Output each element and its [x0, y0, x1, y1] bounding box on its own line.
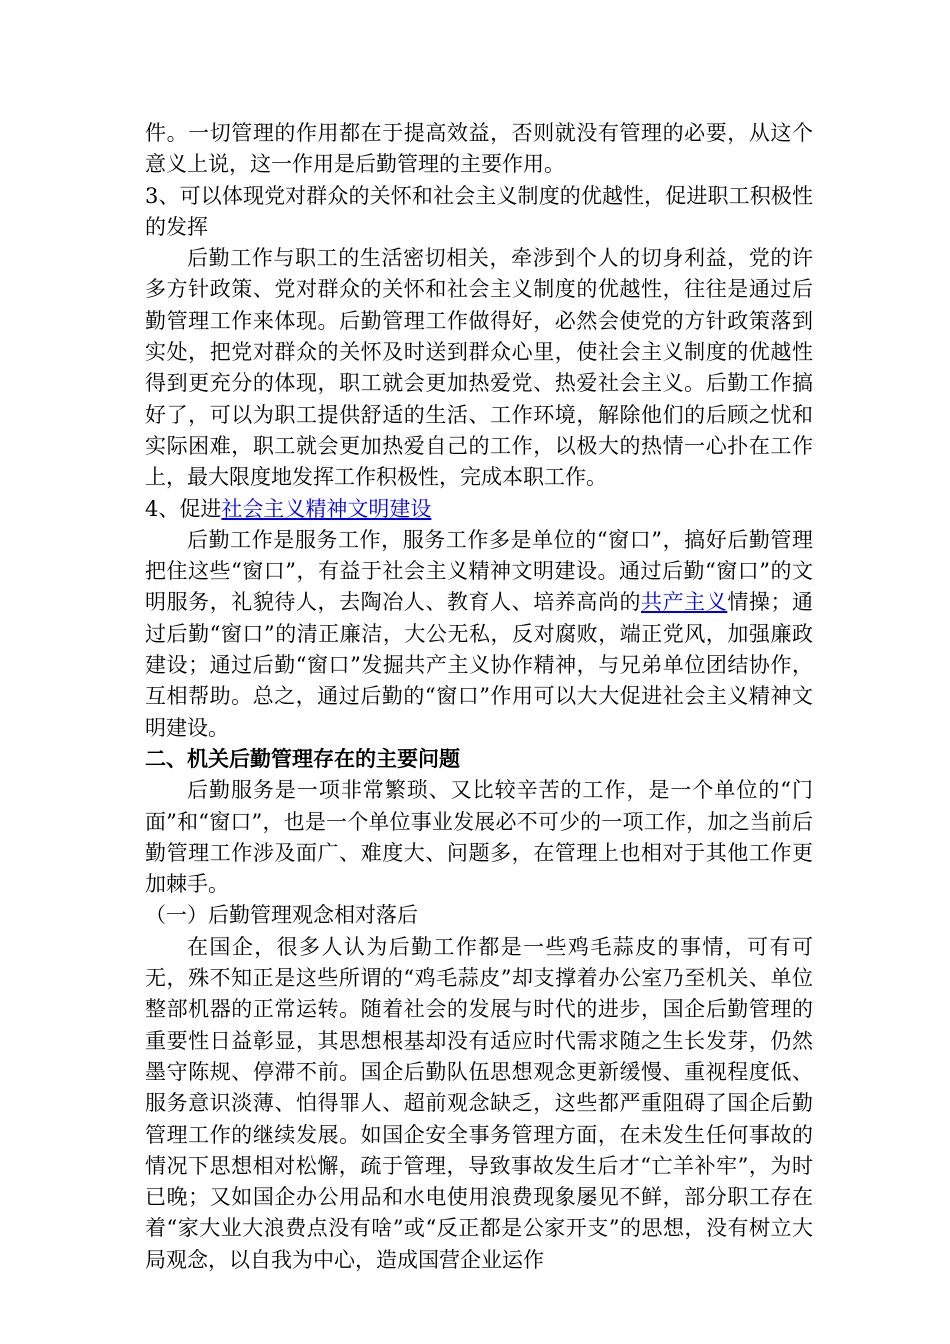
point-4-heading [145, 494, 813, 525]
paragraph-subsection-1: 在国企，很多人认为后勤工作都是一些鸡毛蒜皮的事情，可有可无，殊不知正是这些所谓的“鸡毛蒜皮”却支撑着办公室乃至机关、单位整部机器的正常运转。随着社会的发展与时代的进步，国企后勤管理的重要性日益彰显，其思想根基却没有适应时代需求随之生长发芽，仍然墨守陈规、停滞不前。国企后勤队伍思想观念更新缓慢、重视程度低、服务意识淡薄、怕得罪人、超前观念缺乏，这些都严重阻碍了国企后勤管理工作的继续发展。如国企安全事务管理方面，在未发生任何事故的情况下思想相对松懈，疏于管理，导致事故发生后才“亡羊补牢”，为时已晚；又如国企办公用品和水电使用浪费现象屡见不鲜，部分职工存在着“家大业大浪费点没有啥”或“反正都是公家开支”的思想，没有树立大局观念，以自我为中心，造成国营企业运作 [145, 934, 813, 1272]
paragraph-section-2-intro: 后勤服务是一项非常繁琐、又比较辛苦的工作，是一个单位的“门面”和“窗口”，也是一个单位事业发展必不可少的一项工作，加之当前后勤管理工作涉及面广、难度大、问题多，在管理上也相对于其他工作更加棘手。 [145, 778, 813, 897]
paragraph-point-4-part-a: 后勤工作是服务工作，服务工作多是单位的“窗口”，搞好后勤管理把住这些“窗口”，有益于社会主义精神文明建设。通过后勤“窗口”的文明服务，礼貌待人，去陶冶人、教育人、培养高尚的 [145, 527, 813, 615]
paragraph-continuation: 件。一切管理的作用都在于提高效益，否则就没有管理的必要，从这个意义上说，这一作用是后勤管理的主要作用。 [145, 121, 813, 177]
paragraph-point-3: 后勤工作与职工的生活密切相关，牵涉到个人的切身利益，党的许多方针政策、党对群众的关怀和社会主义制度的优越性，往往是通过后勤管理工作来体现。后勤管理工作做得好，必然会使党的方针政策落到实处，把党对群众的关怀及时送到群众心里，使社会主义制度的优越性得到更充分的体现，职工就会更加热爱党、热爱社会主义。后勤工作搞好了，可以为职工提供舒适的生活、工作环境，解除他们的后顾之忧和实际困难，职工就会更加热爱自己的工作，以极大的热情一心扑在工作上，最大限度地发挥工作积极性，完成本职工作。 [145, 246, 813, 490]
subsection-1-heading: （一）后勤管理观念相对落后 [145, 903, 418, 928]
point-4-prefix: 4、促进 [145, 496, 222, 521]
paragraph-point-4-part-b: 情操；通过后勤“窗口”的清正廉洁，大公无私，反对腐败，端正党风，加强廉政建设；通过后勤“窗口”发掘共产主义协作精神，与兄弟单位团结协作，互相帮助。总之，通过后勤的“窗口”作用可以大大促进社会主义精神文明建设。 [145, 590, 814, 740]
link-socialist-civilization[interactable]: 社会主义精神文明建设 [221, 496, 432, 521]
paragraph-point-4 [145, 525, 813, 744]
link-communism[interactable]: 共产主义 [641, 590, 728, 615]
point-3-heading: 3、可以体现党对群众的关怀和社会主义制度的优越性，促进职工积极性的发挥 [145, 183, 813, 239]
section-2-heading: 二、机关后勤管理存在的主要问题 [145, 746, 460, 771]
document-page [145, 118, 813, 1276]
